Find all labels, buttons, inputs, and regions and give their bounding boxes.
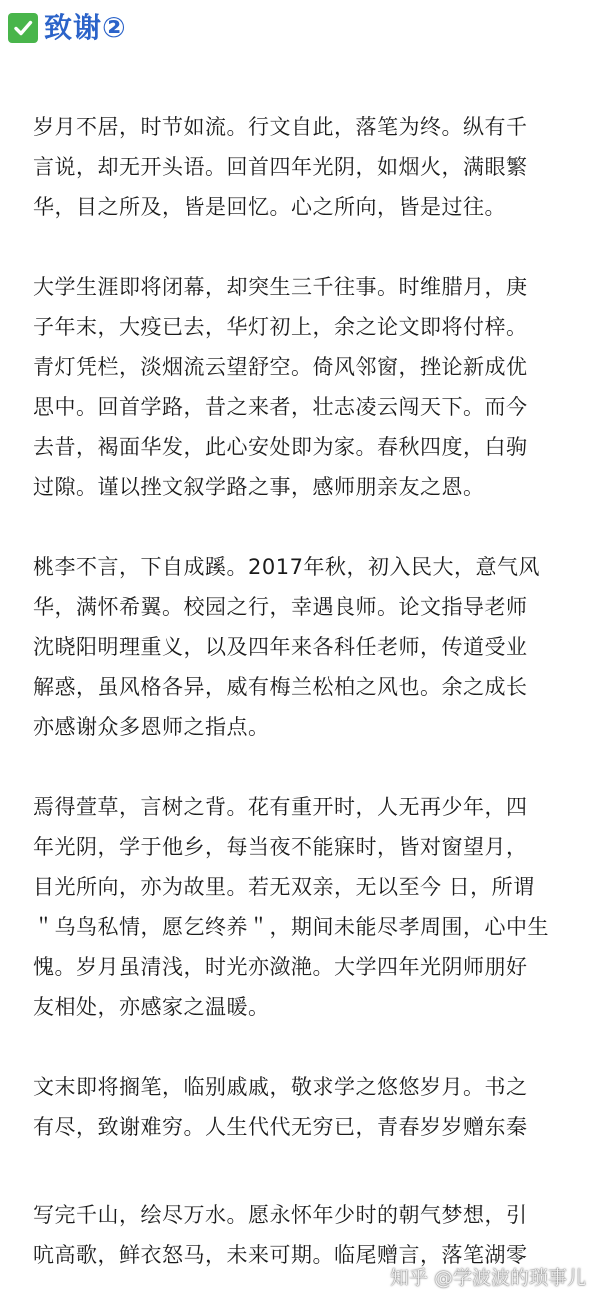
paragraph-6: 写完千山，绘尽万水。愿永怀年少时的朝气梦想，引 吭高歌，鲜衣怒马，未来可期。临尾赠言，落笔湖零 <box>33 1203 528 1267</box>
check-mark-icon <box>8 13 38 43</box>
zhihu-watermark <box>390 1264 586 1292</box>
page-title: 致谢② <box>44 11 127 44</box>
paragraph-4: 焉得萱草，言树之背。花有重开时，人无再少年，四 年光阴，学于他乡，每当夜不能寐时，皆对窗望月， 目光所向，亦为故里。若无双亲，无以至今 日，所谓 ＂乌鸟私情，愿乞终养＂，期间未能尽孝周围，心中生 愧。岁月虽清浅，时光亦潋滟。大学四年光阴师朋好 友相处，亦感家之温暖。 <box>33 795 549 1019</box>
paragraph-3: 桃李不言，下自成蹊。2017年秋，初入民大，意气风 华，满怀希翼。校园之行，幸遇良师。论文指导老师 沈晓阳明理重义，以及四年来各科任老师，传道受业 解惑，虽风格各异，威有梅兰松柏之风也。余之成长 亦感谢众多恩师之指点。 <box>33 555 540 739</box>
paragraph-2: 大学生涯即将闭幕，却突生三千往事。时维腊月，庚 子年末，大疫已去，华灯初上，余之论文即将付梓。 青灯凭栏，淡烟流云望舒空。倚风邻窗，挫论新成优 思中。回首学路，昔之来者，壮志凌云闯天下。而今 去昔，褐面华发，此心安处即为家。春秋四度，白驹 过隙。谨以挫文叙学路之事，感师朋亲友之恩。 <box>33 275 528 499</box>
paragraph-5: 文末即将搁笔，临别戚戚，敬求学之悠悠岁月。书之 有尽，致谢难穷。人生代代无穷已，青春岁岁赠东秦 <box>33 1075 528 1139</box>
paragraph-1: 岁月不居，时节如流。行文自此，落笔为终。纵有千 言说，却无开头语。回首四年光阴，如烟火，满眼繁 华，目之所及，皆是回忆。心之所向，皆是过往。 <box>33 115 528 219</box>
section-header <box>8 8 127 48</box>
watermark-text: 知乎 @学波波的琐事儿 <box>389 1267 586 1289</box>
acknowledgement-body <box>33 107 578 1275</box>
